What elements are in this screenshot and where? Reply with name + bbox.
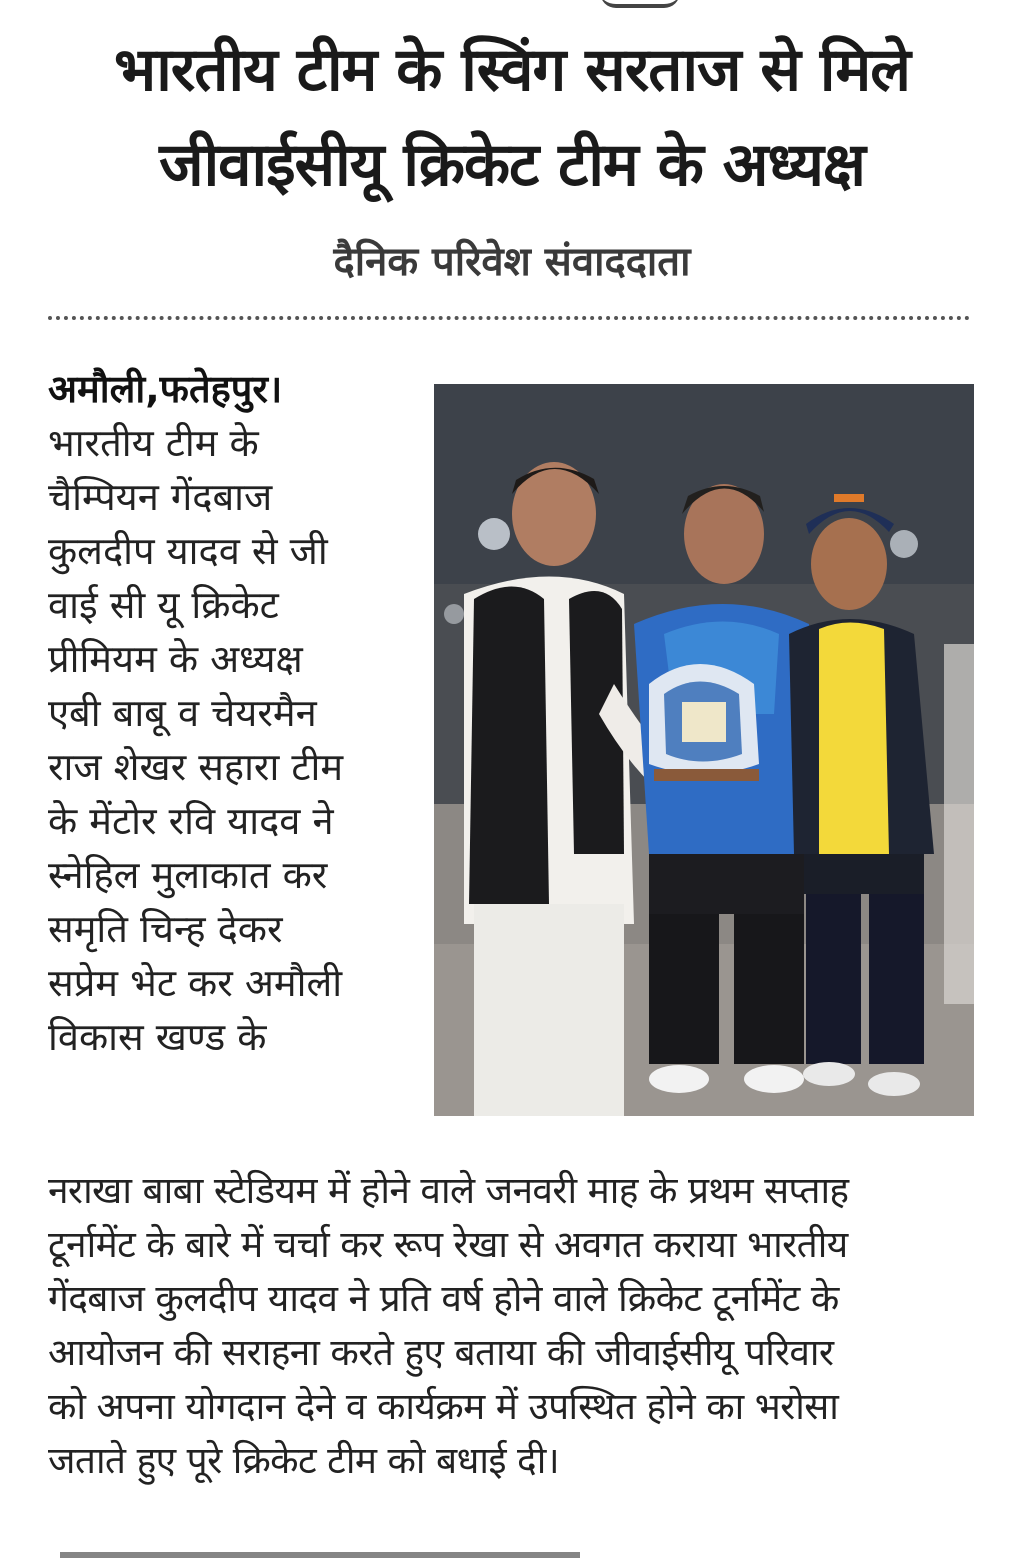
cropped-previous-article-fragment — [600, 0, 680, 8]
body-line: समृति चिन्ह देकर — [48, 907, 283, 951]
article-photo — [434, 384, 974, 1116]
body-line: राज शेखर सहारा टीम — [48, 745, 344, 789]
headline-line-2: जीवाईसीयू क्रिकेट टीम के अध्यक्ष — [159, 130, 865, 200]
headline-line-1: भारतीय टीम के स्विंग सरताज से मिले — [114, 35, 910, 105]
body-line: टूर्नामेंट के बारे में चर्चा कर रूप रेखा से अवगत कराया भारतीय — [48, 1223, 848, 1266]
body-line: को अपना योगदान देने व कार्यक्रम में उपस्थित होने का भरोसा — [48, 1385, 839, 1428]
photo-illustration — [434, 384, 974, 1116]
byline: दैनिक परिवेश संवाददाता — [333, 239, 691, 285]
body-line: विकास खण्ड के — [48, 1015, 267, 1059]
body-line: वाई सी यू क्रिकेट — [48, 583, 279, 627]
body-line: स्नेहिल मुलाकात कर — [48, 853, 328, 897]
body-line: एबी बाबू व चेयरमैन — [48, 691, 317, 735]
article-column-text — [48, 362, 418, 1064]
body-line: कुलदीप यादव से जी — [48, 529, 328, 573]
body-line: गेंदबाज कुलदीप यादव ने प्रति वर्ष होने वाले क्रिकेट टूर्नामेंट के — [48, 1277, 839, 1320]
dateline: अमौली,फतेहपुर। — [48, 367, 283, 411]
light-icon — [890, 530, 918, 558]
light-icon — [478, 518, 510, 550]
body-line: चैम्पियन गेंदबाज — [48, 475, 273, 519]
body-line: आयोजन की सराहना करते हुए बताया की जीवाईसीयू परिवार — [48, 1331, 834, 1374]
body-line: नराखा बाबा स्टेडियम में होने वाले जनवरी माह के प्रथम सप्ताह — [48, 1169, 849, 1212]
article-full-width-text — [48, 1164, 978, 1488]
memento-plaque — [649, 664, 759, 781]
body-line: सप्रेम भेट कर अमौली — [48, 961, 343, 1005]
dotted-divider — [48, 316, 970, 320]
cropped-next-article-fragment — [60, 1552, 580, 1563]
body-line: जताते हुए पूरे क्रिकेट टीम को बधाई दी। — [48, 1439, 560, 1482]
body-line: के मेंटोर रवि यादव ने — [48, 799, 334, 843]
body-line: प्रीमियम के अध्यक्ष — [48, 637, 303, 681]
body-line: भारतीय टीम के — [48, 421, 259, 465]
